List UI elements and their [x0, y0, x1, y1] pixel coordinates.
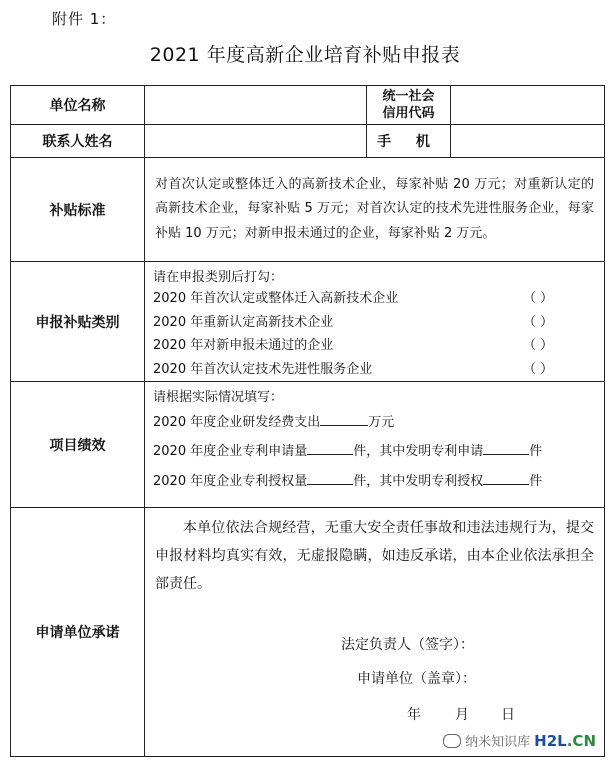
subsidy-standard-label: 补贴标准: [11, 158, 145, 262]
pledge-row: [11, 508, 605, 757]
unit-name-label: 单位名称: [11, 86, 145, 125]
application-form-table: [10, 85, 605, 757]
unified-code-label: 统一社会 信用代码: [367, 86, 451, 125]
phone-field[interactable]: [451, 125, 605, 158]
contact-name-field[interactable]: [145, 125, 367, 158]
checkbox-mark[interactable]: （ ）: [523, 338, 554, 353]
invention-grant-blank[interactable]: [483, 470, 529, 485]
contact-row: [11, 125, 605, 158]
wechat-icon: [443, 734, 461, 748]
phone-label: 手 机: [367, 125, 451, 158]
pledge-label: 申请单位承诺: [11, 508, 145, 757]
attachment-label: 附件 1：: [52, 10, 117, 28]
category-label: 申报补贴类别: [11, 262, 145, 382]
watermark: 纳米知识库 H2L.CN: [443, 731, 596, 750]
patent-grant-blank[interactable]: [307, 470, 353, 485]
legal-rep-signature[interactable]: 法定负责人（签字）：: [341, 637, 474, 653]
subsidy-standard-text: 对首次认定或整体迁入的高新技术企业，每家补贴 20 万元；对重新认定的高新技术企业，每家补贴 5 万元；对首次认定的技术先进性服务企业，每家补贴 10 万元；对新申报未通过的企业，每家补贴 2 万元。: [145, 158, 605, 262]
checkbox-mark[interactable]: （ ）: [523, 361, 554, 377]
checkbox-mark[interactable]: （ ）: [523, 291, 554, 306]
unit-name-field[interactable]: [145, 86, 367, 125]
category-option[interactable]: 2020 年首次认定技术先进性服务企业 （ ）: [153, 358, 596, 382]
unified-code-field[interactable]: [451, 86, 605, 125]
performance-row: [11, 382, 605, 508]
category-block: [145, 262, 605, 382]
rd-expense-blank[interactable]: [320, 411, 368, 426]
performance-intro: 请根据实际情况填写：: [153, 390, 284, 405]
category-row: [11, 262, 605, 382]
performance-block: [145, 382, 605, 508]
rd-expense-line: 2020 年度企业研发经费支出 万元: [153, 407, 596, 439]
category-option[interactable]: 2020 年首次认定或整体迁入高新技术企业 （ ）: [153, 287, 596, 311]
pledge-block: [145, 508, 605, 757]
category-intro: 请在申报类别后打勾：: [153, 270, 284, 285]
date-day: 日: [501, 707, 515, 723]
site-logo: H2L.CN: [534, 731, 596, 750]
patent-apply-line: 2020 年度企业专利申请量 件，其中发明专利申请 件: [153, 439, 596, 465]
applicant-seal[interactable]: 申请单位（盖章）：: [357, 671, 476, 687]
date-year: 年: [407, 707, 421, 723]
category-option[interactable]: 2020 年重新认定高新技术企业 （ ）: [153, 311, 596, 335]
patent-grant-line: 2020 年度企业专利授权量 件，其中发明专利授权 件: [153, 465, 596, 499]
category-option[interactable]: 2020 年对新申报未通过的企业 （ ）: [153, 334, 596, 358]
unit-row: [11, 86, 605, 125]
date-month: 月: [455, 707, 469, 723]
form-title: 2021 年度高新企业培育补贴申报表: [149, 44, 461, 66]
performance-label: 项目绩效: [11, 382, 145, 508]
standard-row: [11, 158, 605, 262]
invention-apply-blank[interactable]: [483, 440, 529, 455]
contact-name-label: 联系人姓名: [11, 125, 145, 158]
pledge-text: 本单位依法合规经营，无重大安全责任事故和违法违规行为，提交申报材料均真实有效，无虚报隐瞒，如违反承诺，由本企业依法承担全部责任。: [155, 520, 594, 592]
patent-apply-blank[interactable]: [307, 440, 353, 455]
checkbox-mark[interactable]: （ ）: [523, 314, 554, 330]
